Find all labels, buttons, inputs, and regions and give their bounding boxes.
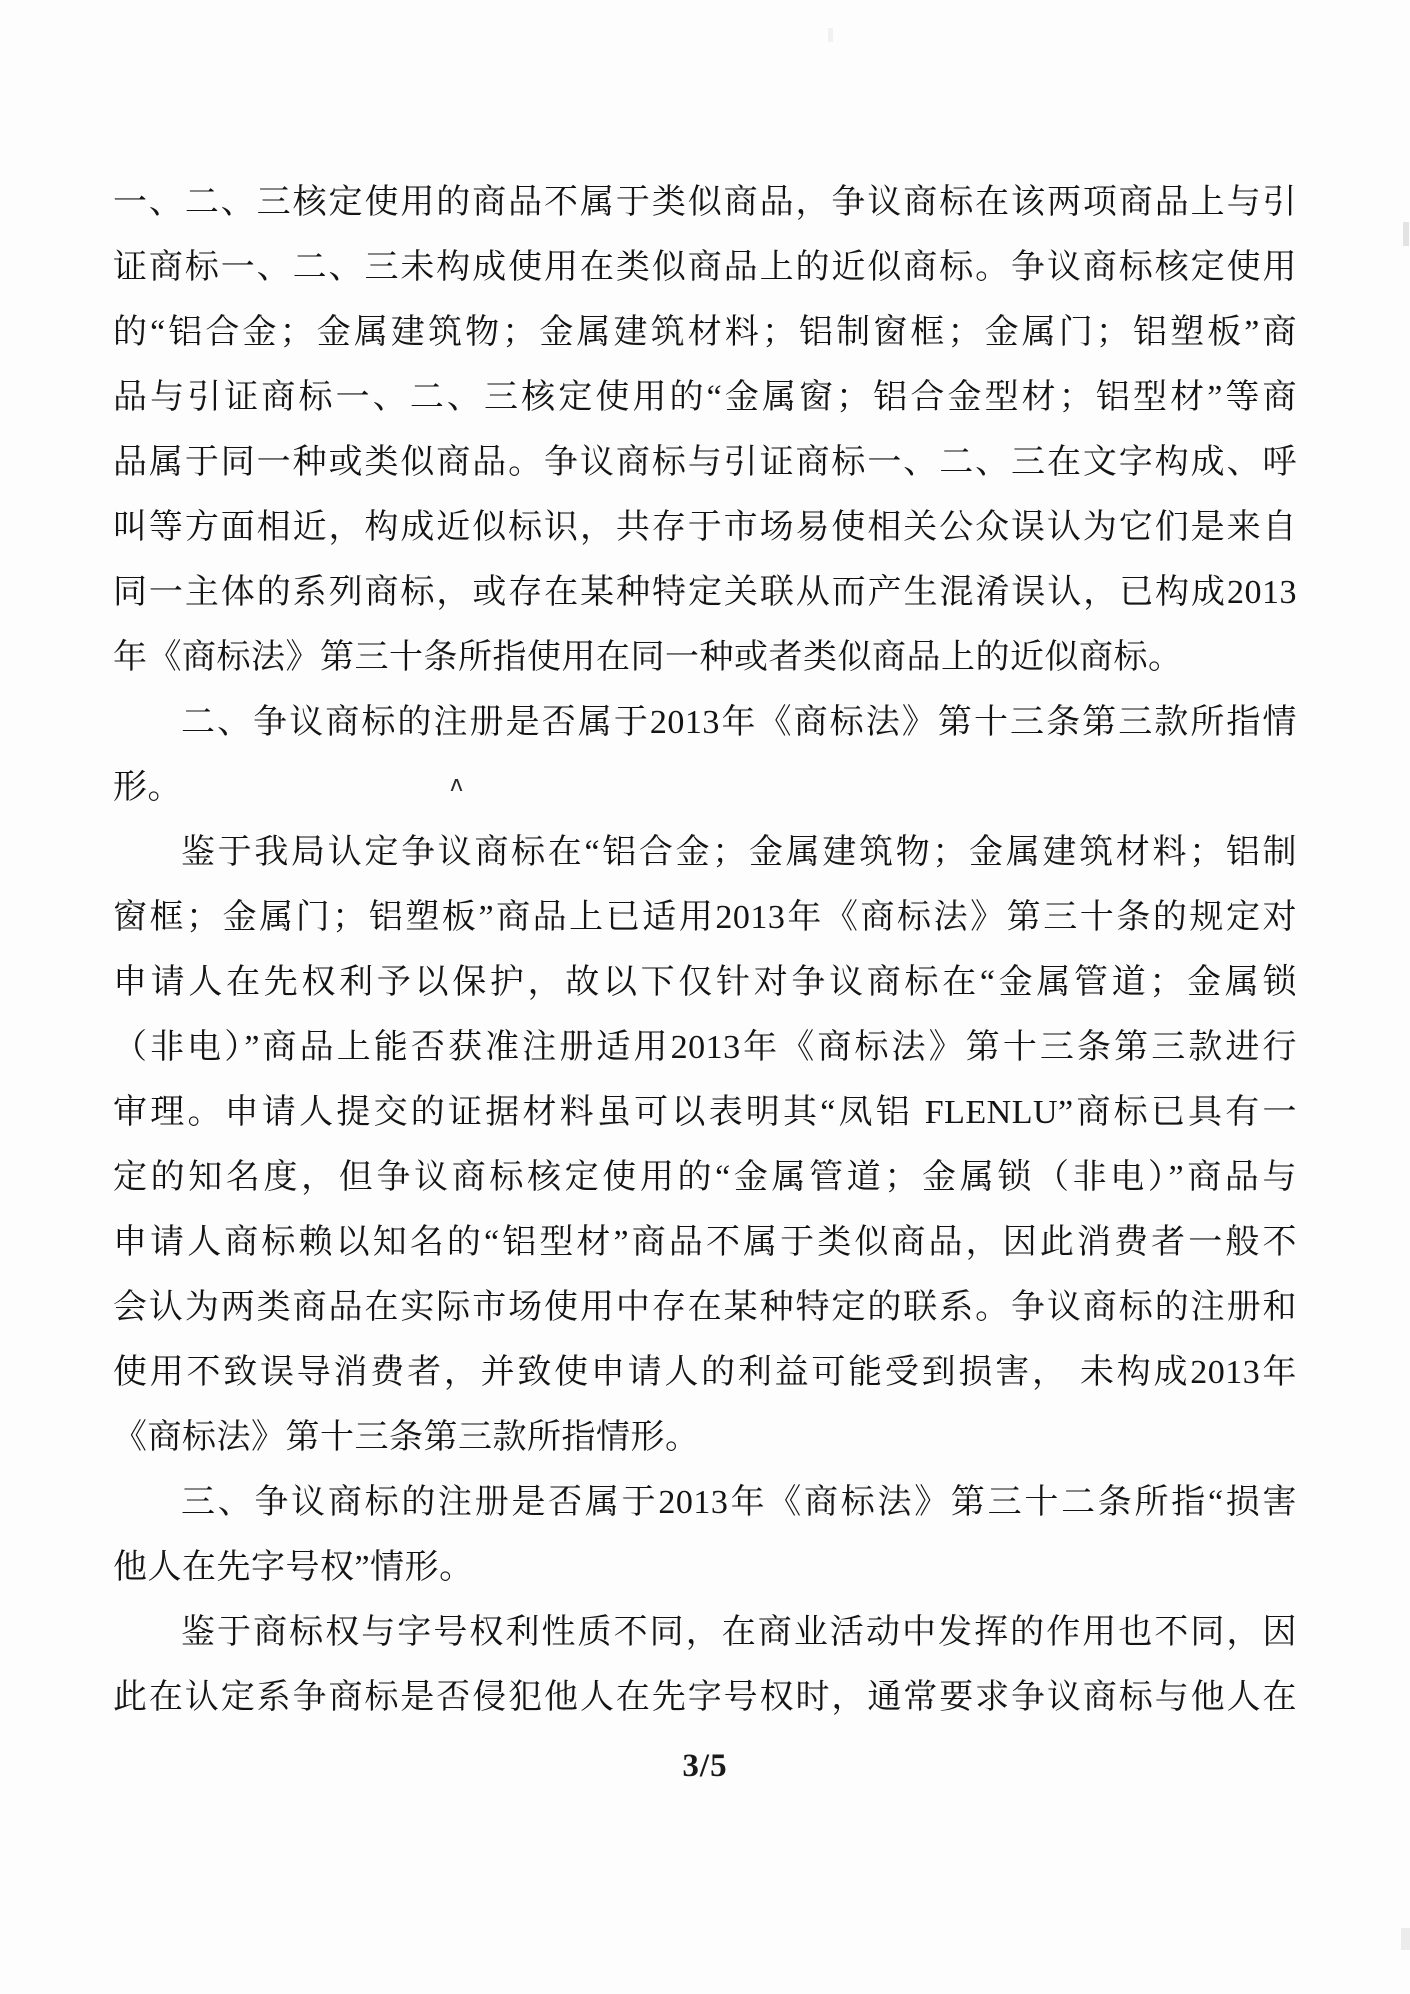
text-line: 审理。申请人提交的证据材料虽可以表明其“凤铝 FLENLU”商标已具有一 bbox=[113, 1094, 1297, 1131]
text-line: 一、二、三核定使用的商品不属于类似商品，争议商标在该两项商品上与引 bbox=[113, 184, 1297, 221]
text-line: 他人在先字号权”情形。 bbox=[113, 1549, 474, 1586]
text-line: 此在认定系争商标是否侵犯他人在先字号权时，通常要求争议商标与他人在 bbox=[113, 1679, 1297, 1716]
text-line: 三、争议商标的注册是否属于2013年《商标法》第三十二条所指“损害 bbox=[181, 1484, 1297, 1521]
text-line: 品与引证商标一、二、三核定使用的“金属窗；铝合金型材；铝型材”等商 bbox=[113, 379, 1297, 416]
text-line: （非电）”商品上能否获准注册适用2013年《商标法》第十三条第三款进行 bbox=[113, 1029, 1297, 1066]
text-line: 会认为两类商品在实际市场使用中存在某种特定的联系。争议商标的注册和 bbox=[113, 1289, 1297, 1326]
text-line: 申请人在先权利予以保护，故以下仅针对争议商标在“金属管道；金属锁 bbox=[113, 964, 1297, 1001]
text-line: 鉴于我局认定争议商标在“铝合金；金属建筑物；金属建筑材料；铝制 bbox=[181, 834, 1297, 871]
text-line: 窗框；金属门；铝塑板”商品上已适用2013年《商标法》第三十条的规定对 bbox=[113, 899, 1297, 936]
scan-smudge-artifact bbox=[828, 28, 833, 42]
caret-mark-artifact: ʌ bbox=[450, 772, 464, 797]
text-line: 年《商标法》第三十条所指使用在同一种或者类似商品上的近似商标。 bbox=[113, 639, 1183, 676]
scan-edge-artifact bbox=[1403, 222, 1409, 246]
document-body bbox=[113, 170, 1297, 1730]
text-line: 形。 bbox=[113, 769, 182, 806]
text-line: 使用不致误导消费者，并致使申请人的利益可能受到损害， 未构成2013年 bbox=[113, 1354, 1297, 1391]
text-line: 申请人商标赖以知名的“铝型材”商品不属于类似商品，因此消费者一般不 bbox=[113, 1224, 1297, 1261]
text-line: 定的知名度，但争议商标核定使用的“金属管道；金属锁（非电）”商品与 bbox=[113, 1159, 1297, 1196]
text-line: 品属于同一种或类似商品。争议商标与引证商标一、二、三在文字构成、呼 bbox=[113, 444, 1297, 481]
scan-edge-artifact bbox=[1401, 1928, 1410, 1950]
text-line: 《商标法》第十三条第三款所指情形。 bbox=[113, 1419, 700, 1456]
text-line: 同一主体的系列商标，或存在某种特定关联从而产生混淆误认，已构成2013 bbox=[113, 574, 1297, 611]
text-line: 的“铝合金；金属建筑物；金属建筑材料；铝制窗框；金属门；铝塑板”商 bbox=[113, 314, 1297, 351]
text-line: 鉴于商标权与字号权利性质不同，在商业活动中发挥的作用也不同，因 bbox=[181, 1614, 1297, 1651]
text-line: 叫等方面相近，构成近似标识，共存于市场易使相关公众误认为它们是来自 bbox=[113, 509, 1297, 546]
text-line: 证商标一、二、三未构成使用在类似商品上的近似商标。争议商标核定使用 bbox=[113, 249, 1297, 286]
page-number: 3/5 bbox=[682, 1748, 728, 1784]
text-line: 二、争议商标的注册是否属于2013年《商标法》第十三条第三款所指情 bbox=[181, 704, 1297, 741]
